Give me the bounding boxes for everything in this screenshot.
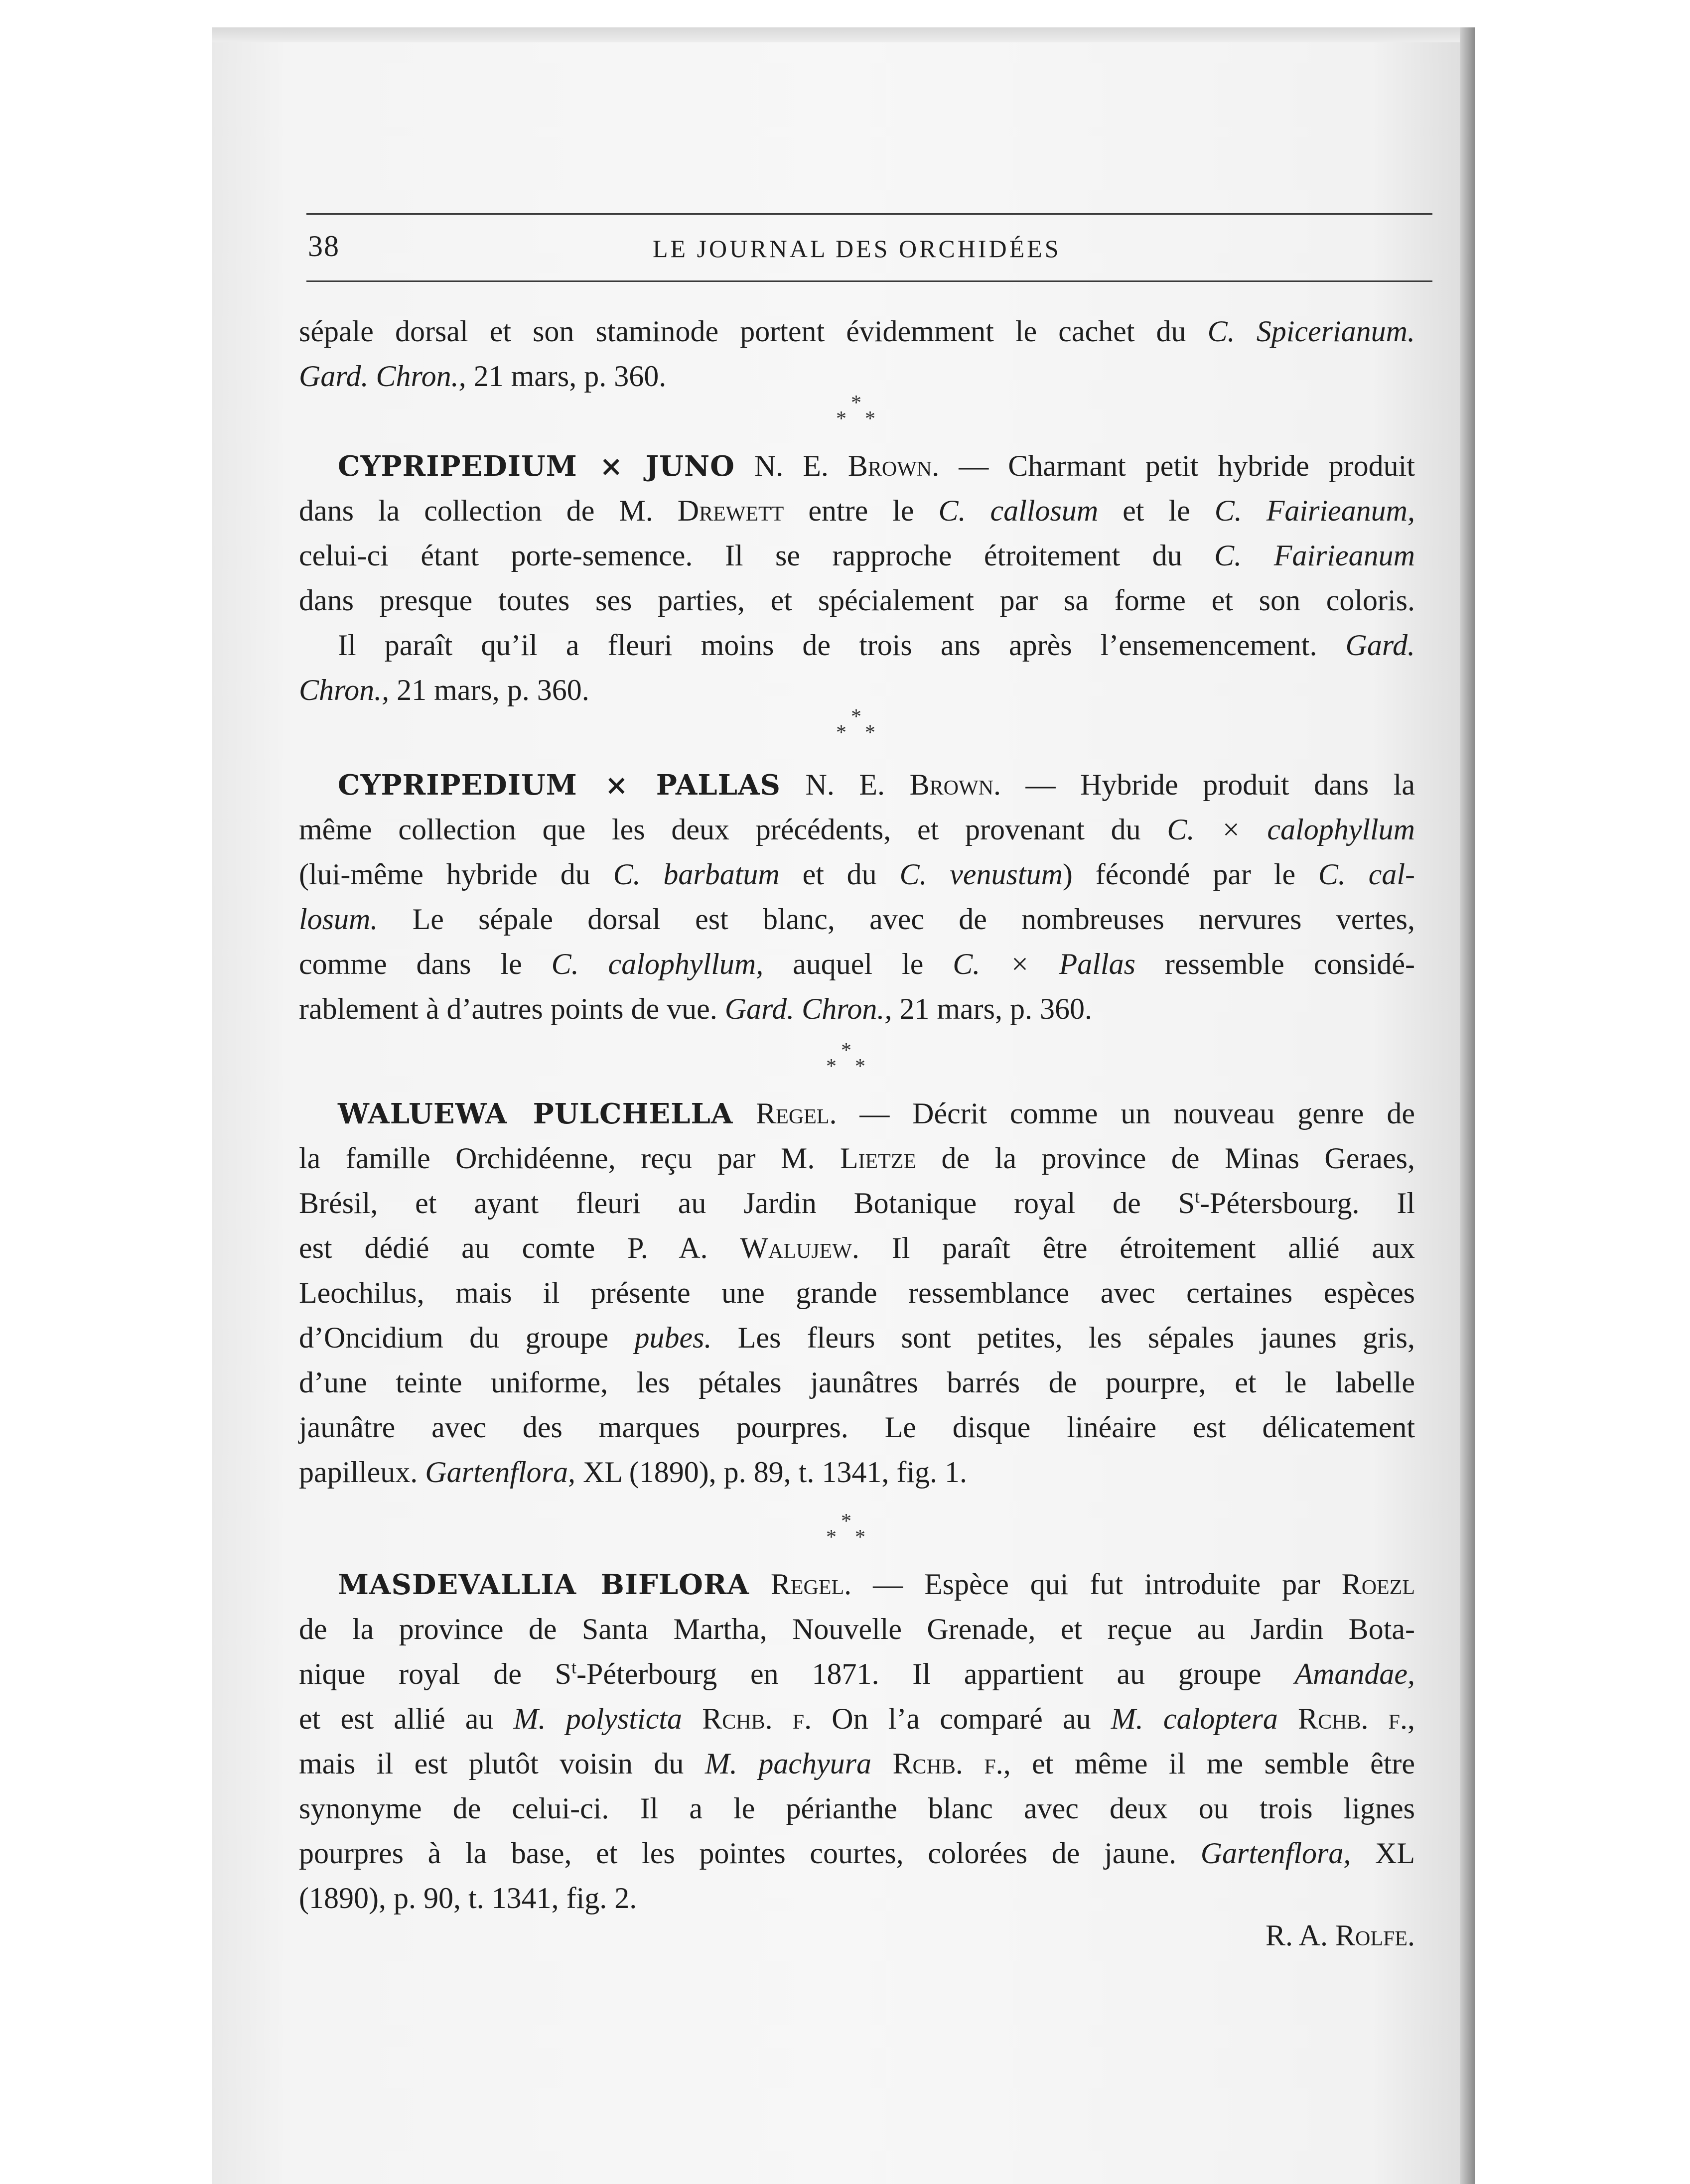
text-line: (1890), p. 90, t. 1341, fig. 2.	[299, 1882, 637, 1914]
text-line: jaunâtre avec des marques pourpres. Le disque linéaire est délicatement	[299, 1411, 1415, 1444]
entry-title-cypripedium-pallas: CYPRIPEDIUM × PALLAS	[338, 769, 781, 802]
page-right-edge	[1460, 27, 1475, 2184]
signature: R. A. Rolfe.	[1265, 1919, 1415, 1952]
text-line: rablement à d’autres points de vue. Gard. Chron., 21 mars, p. 360.	[299, 992, 1092, 1025]
entry-heading-line: CYPRIPEDIUM × JUNO N. E. Brown. — Charmant petit hybride produit	[338, 449, 1415, 483]
asterism: * * *	[826, 1039, 865, 1078]
text-line: (lui-même hybride du C. barbatum et du C. venustum) fécondé par le C. cal-	[299, 858, 1415, 891]
text-line: Il paraît qu’il a fleuri moins de trois ans après l’ensemencement. Gard.	[338, 629, 1415, 662]
page-number: 38	[308, 230, 340, 263]
asterism: * * *	[826, 1510, 865, 1549]
text-line: synonyme de celui-ci. Il a le périanthe blanc avec deux ou trois lignes	[299, 1792, 1415, 1825]
running-title: LE JOURNAL DES ORCHIDÉES	[653, 235, 1061, 263]
text-line: d’une teinte uniforme, les pétales jaunâtres barrés de pourpre, et le labelle	[299, 1366, 1415, 1399]
entry-title-waluewa-pulchella: WALUEWA PULCHELLA	[338, 1097, 733, 1130]
text-line: Gard. Chron., 21 mars, p. 360.	[299, 360, 667, 393]
text-line: pourpres à la base, et les pointes courtes, colorées de jaune. Gartenflora, XL	[299, 1837, 1415, 1870]
asterism: * * *	[836, 392, 875, 430]
text-line: même collection que les deux précédents, et provenant du C. × calophyllum	[299, 813, 1415, 846]
text-line: Leochilus, mais il présente une grande ressemblance avec certaines espèces	[299, 1276, 1415, 1309]
entry-title-masdevallia-biflora: MASDEVALLIA BIFLORA	[338, 1568, 749, 1601]
asterism: * * *	[836, 705, 875, 744]
text-line: dans la collection de M. Drewett entre le C. callosum et le C. Fairieanum,	[299, 494, 1415, 527]
text-line: losum. Le sépale dorsal est blanc, avec de nombreuses nervures vertes,	[299, 903, 1415, 936]
entry-heading-line: CYPRIPEDIUM × PALLAS N. E. Brown. — Hybride produit dans la	[338, 768, 1415, 802]
text-line: papilleux. Gartenflora, XL (1890), p. 89, t. 1341, fig. 1.	[299, 1456, 967, 1489]
text-line: dans presque toutes ses parties, et spécialement par sa forme et son coloris.	[299, 584, 1415, 617]
entry-heading-line: MASDEVALLIA BIFLORA Regel. — Espèce qui fut introduite par Roezl	[338, 1568, 1415, 1601]
text-line: comme dans le C. calophyllum, auquel le C. × Pallas ressemble considé-	[299, 948, 1415, 980]
text-line: de la province de Santa Martha, Nouvelle Grenade, et reçue au Jardin Bota-	[299, 1613, 1415, 1645]
text-line: est dédié au comte P. A. Walujew. Il paraît être étroitement allié aux	[299, 1231, 1415, 1264]
page-top-edge	[212, 27, 1475, 42]
text-line: nique royal de $S^t$-Péterbourg en 1871. Il appartient au groupe Amandae,	[299, 1657, 1415, 1690]
header-rule-bottom	[306, 280, 1432, 282]
text-line: celui-ci étant porte-semence. Il se rapproche étroitement du C. Fairieanum	[299, 539, 1415, 572]
text-line: d’Oncidium du groupe pubes. Les fleurs sont petites, les sépales jaunes gris,	[299, 1321, 1415, 1354]
text-line: la famille Orchidéenne, reçu par M. Lietze de la province de Minas Geraes,	[299, 1142, 1415, 1175]
text-line: sépale dorsal et son staminode portent évidemment le cachet du C. Spicerianum.	[299, 315, 1415, 348]
entry-title-cypripedium-juno: CYPRIPEDIUM × JUNO	[338, 450, 735, 483]
header-rule-top	[306, 213, 1432, 215]
text-line: mais il est plutôt voisin du M. pachyura Rchb. f., et même il me semble être	[299, 1747, 1415, 1780]
text-line: Brésil, et ayant fleuri au Jardin Botanique royal de $S^t$-Pétersbourg. Il	[299, 1187, 1415, 1220]
entry-heading-line: WALUEWA PULCHELLA Regel. — Décrit comme un nouveau genre de	[338, 1097, 1415, 1130]
text-line: Chron., 21 mars, p. 360.	[299, 674, 589, 706]
text-line: et est allié au M. polysticta Rchb. f. On l’a comparé au M. caloptera Rchb. f.,	[299, 1702, 1415, 1735]
